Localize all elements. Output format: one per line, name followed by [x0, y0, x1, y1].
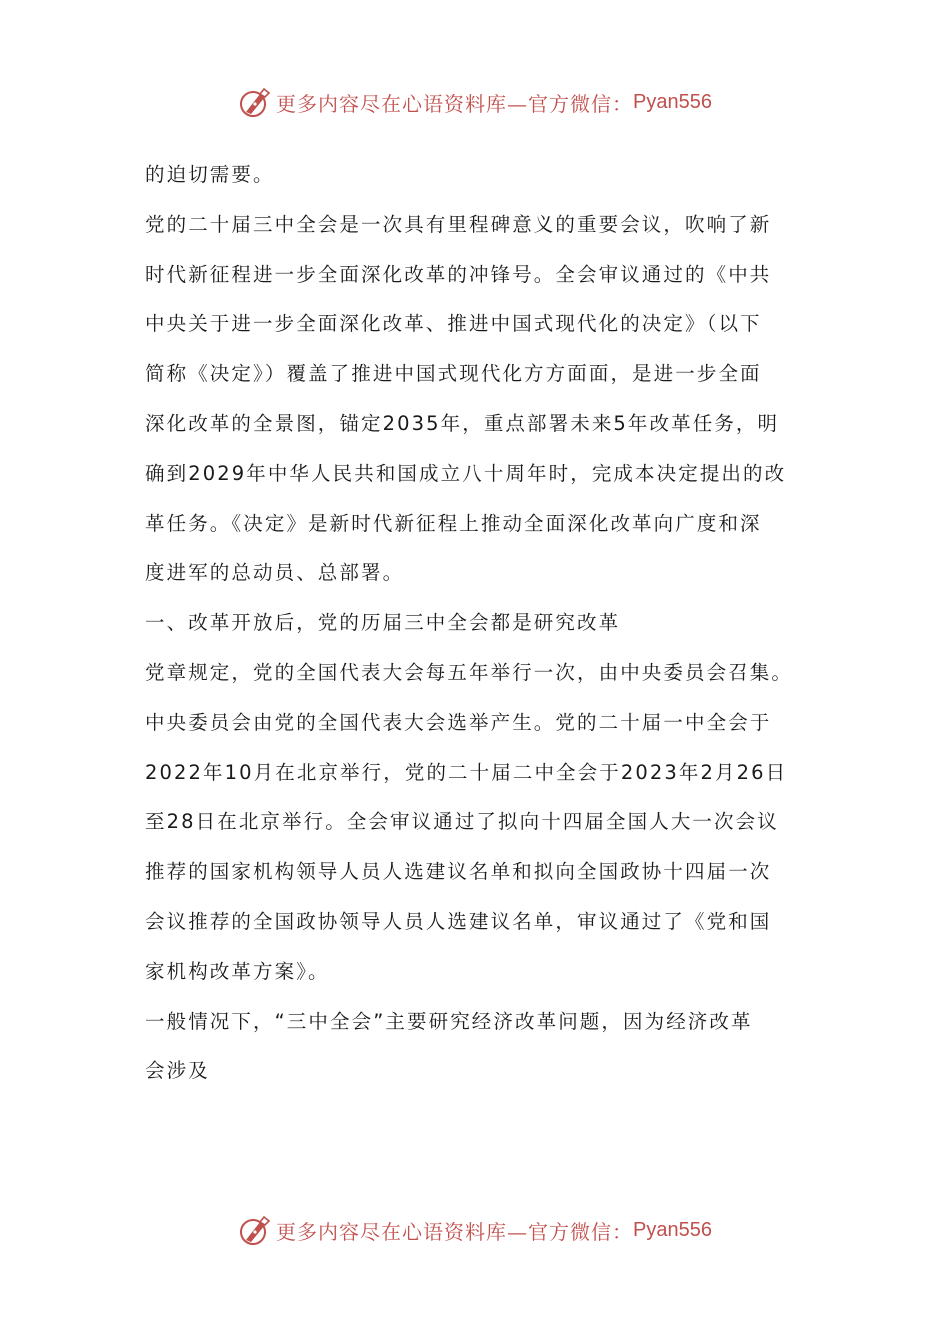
footer-wechat-id: Pyan556 [633, 1218, 712, 1241]
body-line: 一般情况下，“三中全会”主要研究经济改革问题，因为经济改革 [145, 1009, 753, 1033]
body-line: 中央关于进一步全面深化改革、推进中国式现代化的决定》（以下 [145, 312, 762, 336]
body-line: 深化改革的全景图，锚定2035年，重点部署未来5年改革任务，明 [145, 411, 780, 435]
footer-watermark-banner [0, 1210, 950, 1250]
body-line: 革任务。《决定》是新时代新征程上推动全面深化改革向广度和深 [145, 511, 762, 535]
body-line: 家机构改革方案》。 [145, 959, 330, 983]
body-line: 的迫切需要。 [145, 163, 275, 186]
header-watermark-banner [0, 82, 950, 122]
pen-nib-logo-icon [238, 1213, 272, 1247]
body-line: 度进军的总动员、总部署。 [145, 561, 405, 585]
body-line: 中央委员会由党的全国代表大会选举产生。党的二十届一中全会于 [145, 710, 772, 734]
header-wechat-id: Pyan556 [633, 90, 712, 113]
document-body [145, 150, 815, 1096]
footer-banner-text: 更多内容尽在心语资料库—官方微信： [276, 1219, 634, 1244]
header-banner-text: 更多内容尽在心语资料库—官方微信： [276, 91, 634, 116]
body-line: 时代新征程进一步全面深化改革的冲锋号。全会审议通过的《中共 [145, 262, 772, 286]
body-line: 2022年10月在北京举行，党的二十届二中全会于2023年2月26日 [145, 760, 788, 784]
body-line: 确到2029年中华人民共和国成立八十周年时，完成本决定提出的改 [145, 461, 787, 485]
body-line: 党章规定，党的全国代表大会每五年举行一次，由中央委员会召集。 [145, 660, 794, 684]
body-line: 会涉及 [145, 1059, 210, 1083]
body-line: 简称《决定》）覆盖了推进中国式现代化方方面面，是进一步全面 [145, 362, 762, 386]
body-line: 至28日在北京举行。全会审议通过了拟向十四届全国人大一次会议 [145, 810, 779, 834]
body-line: 党的二十届三中全会是一次具有里程碑意义的重要会议，吹响了新 [145, 212, 772, 236]
pen-nib-logo-icon [238, 85, 272, 119]
section-heading: 一、改革开放后，党的历届三中全会都是研究改革 [145, 611, 621, 635]
body-line: 会议推荐的全国政协领导人员人选建议名单，审议通过了《党和国 [145, 909, 772, 933]
body-line: 推荐的国家机构领导人员人选建议名单和拟向全国政协十四届一次 [145, 860, 772, 884]
